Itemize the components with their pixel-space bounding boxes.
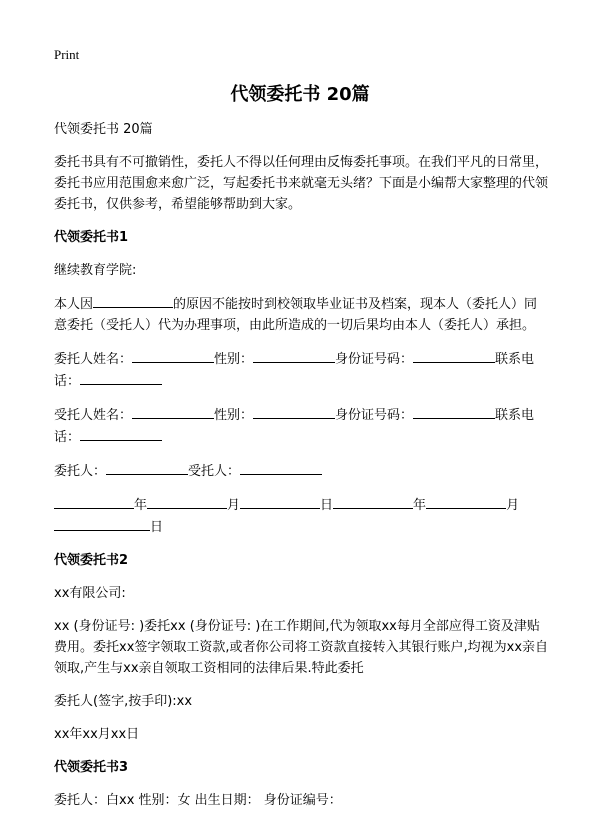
year-label: 年 [413, 498, 427, 513]
month-blank-2 [426, 494, 506, 509]
print-link[interactable]: Print [54, 47, 80, 62]
day-blank-1 [240, 494, 320, 509]
year-blank-1 [54, 494, 134, 509]
document-subtitle: 代领委托书 20篇 [54, 122, 153, 137]
section-2-date: xx年xx月xx日 [54, 727, 140, 742]
section-3-line-1: 委托人：白xx 性别：女 出生日期： 身份证编号： [54, 793, 342, 808]
gender-label: 性别： [214, 408, 254, 423]
section-1-addressee: 继续教育学院: [54, 263, 137, 278]
gender-blank [253, 404, 335, 419]
agent-name-label: 受托人姓名： [54, 408, 133, 423]
day-label: 日 [320, 498, 334, 513]
id-number-label: 身份证号码： [335, 352, 414, 367]
gender-label: 性别： [214, 352, 254, 367]
agent-label: 受托人： [188, 464, 241, 479]
id-number-blank [413, 404, 495, 419]
section-3-heading: 代领委托书3 [54, 760, 129, 775]
month-label: 月 [506, 498, 520, 513]
section-2-addressee: xx有限公司: [54, 586, 126, 601]
id-number-label: 身份证号码： [335, 408, 414, 423]
principal-blank [106, 460, 188, 475]
agent-blank [240, 460, 322, 475]
phone-label: 联系电话： [54, 352, 535, 389]
date-line [54, 494, 550, 538]
day-label: 日 [150, 520, 164, 535]
year-label: 年 [134, 498, 148, 513]
body-text-end: 的原因不能按时到校领取毕业证书及档案，现本人（委托人）同意委托（受托人）代为办理事项，由此所造成的一切后果均由本人（委托人）承担。 [54, 297, 538, 333]
section-1-heading: 代领委托书1 [54, 230, 129, 245]
intro-paragraph: 委托书具有不可撤销性，委托人不得以任何理由反悔委托事项。在我们平凡的日常里，委托书应用范围愈来愈广泛，写起委托书来就毫无头绪？下面是小编帮大家整理的代领委托书，仅供参考，希望能够帮助到大家。 [54, 155, 549, 212]
year-blank-2 [333, 494, 413, 509]
phone-blank [80, 426, 162, 441]
principal-name-blank [132, 348, 214, 363]
phone-blank [80, 370, 162, 385]
phone-label: 联系电话： [54, 408, 535, 445]
document-title: 代领委托书 20篇 [230, 84, 370, 105]
section-2-body: xx (身份证号: )委托xx (身份证号: )在工作期间,代为领取xx每月全部应得工资及津贴费用。委托xx签字领取工资款,或者你公司将工资款直接转入其银行账户,均视为xx亲自领取,产生与xx亲自领取工资相同的法律后果.特此委托 [54, 619, 549, 676]
agent-name-blank [132, 404, 214, 419]
document-body [54, 119, 550, 823]
principal-label: 委托人： [54, 464, 107, 479]
month-label: 月 [227, 498, 241, 513]
gender-blank [253, 348, 335, 363]
body-text-start: 本人因 [54, 297, 94, 312]
signature-line [54, 460, 550, 482]
section-1-body [54, 293, 550, 336]
month-blank-1 [147, 494, 227, 509]
agent-info-line [54, 404, 550, 448]
section-2-signature: 委托人(签字,按手印):xx [54, 694, 193, 709]
reason-blank [93, 293, 173, 308]
id-number-blank [413, 348, 495, 363]
section-2-heading: 代领委托书2 [54, 553, 129, 568]
principal-name-label: 委托人姓名： [54, 352, 133, 367]
principal-info-line [54, 348, 550, 392]
day-blank-2 [54, 516, 150, 531]
